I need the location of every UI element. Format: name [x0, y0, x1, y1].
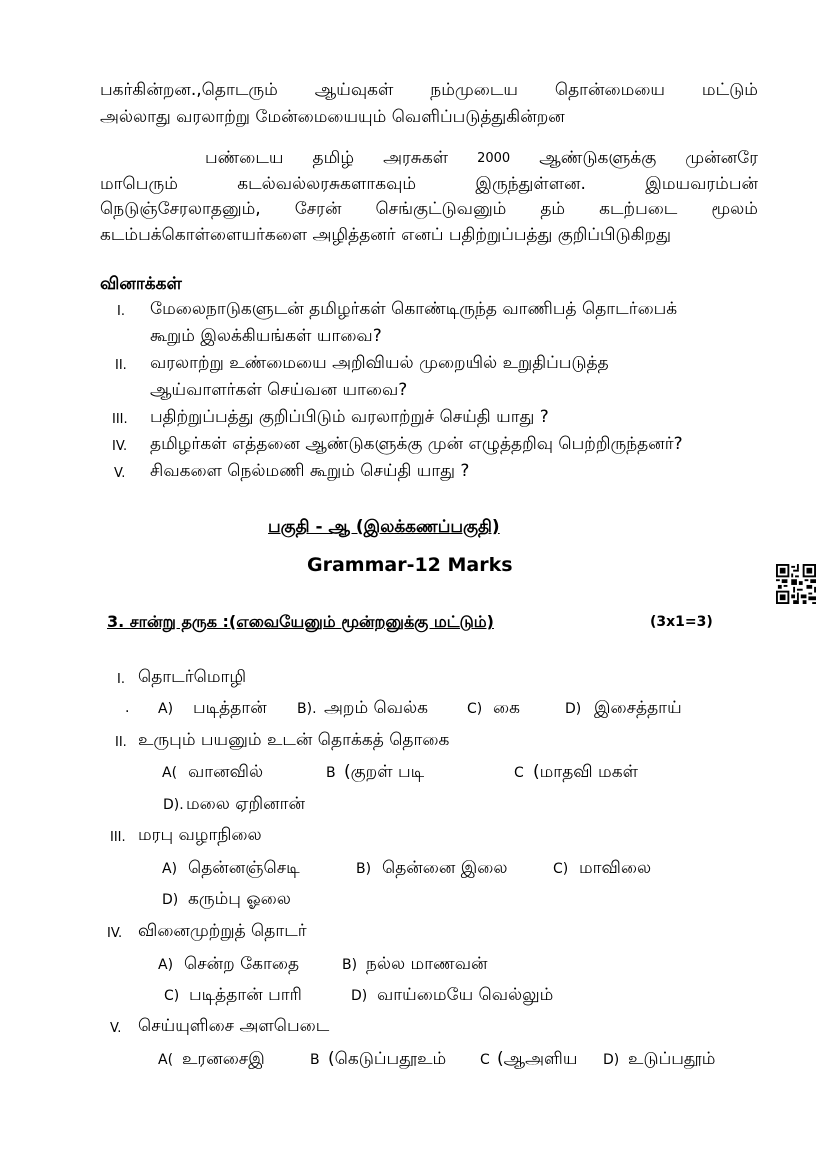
grammar-number: V. [110, 1021, 122, 1036]
question-text: மேலைநாடுகளுடன் தமிழர்கள் கொண்டிருந்த வாணிபத் தொடர்பைக் [150, 299, 678, 319]
option-label: B) [342, 957, 358, 973]
question-text: கூறும் இலக்கியங்கள் யாவை? [150, 326, 382, 346]
grammar-number: I. [117, 672, 125, 687]
grammar-number: III. [110, 830, 126, 845]
option-text: நல்ல மாணவன் [366, 954, 488, 974]
option-label: D) [565, 701, 582, 717]
option-text: உடுப்பதூம் [628, 1049, 716, 1069]
para2-word: ஆண்டுகளுக்கு [539, 148, 657, 168]
q3-marks: (3x1=3) [650, 614, 713, 630]
question-text: ஆய்வாளர்கள் செய்வன யாவை? [150, 380, 408, 400]
para2-line-1 [205, 148, 758, 170]
para2-word: தம் [540, 199, 566, 219]
para2-word: இமயவரம்பன் [645, 174, 758, 194]
option-label: B). [297, 701, 317, 717]
intro-word: பகர்கின்றன.,தொடரும் [100, 80, 278, 100]
para2-word: 2000 [477, 151, 511, 166]
para2-word: மூலம் [711, 199, 758, 219]
question-text: தமிழர்கள் எத்தனை ஆண்டுகளுக்கு முன் எழுத்தறிவு பெற்றிருந்தனர்? [150, 434, 683, 454]
option-text: வாய்மையே வெல்லும் [377, 985, 554, 1005]
grammar-title: செய்யுளிசை அளபெடை [138, 1016, 330, 1036]
intro-word: தொன்மையை [554, 80, 665, 100]
grammar-title: தொடர்மொழி [138, 667, 247, 687]
option-label: A) [158, 701, 174, 717]
option-text: தென்னை இலை [382, 858, 508, 878]
option-text: உரனசைஇ [182, 1049, 265, 1069]
para2-word: அரசுகள் [383, 148, 449, 168]
para2-line-3 [100, 199, 758, 221]
grammar-title: Grammar-12 Marks [307, 554, 513, 576]
grammar-lead: . [125, 700, 130, 716]
option-text: படித்தான் பாரி [189, 985, 302, 1005]
para2-line-4: கடம்பக்கொள்ளையர்களை அழித்தனர் எனப் பதிற்றுப்பத்து குறிப்பிடுகிறது [100, 225, 671, 245]
option-text: கரும்பு ஓலை [188, 889, 291, 909]
option-text: மாவிலை [579, 858, 652, 878]
qr-code-icon [776, 564, 816, 604]
intro-word: நம்முடைய [430, 80, 518, 100]
question-number: II. [115, 358, 127, 373]
option-label: D) [351, 988, 368, 1004]
question-text: வரலாற்று உண்மையை அறிவியல் முறையில் உறுதிப்படுத்த [150, 353, 609, 373]
option-text: வானவில் [188, 762, 264, 782]
option-label: B [310, 1052, 320, 1068]
question-number: V. [114, 466, 126, 481]
para2-word: இருந்துள்ளன. [475, 174, 586, 194]
option-label: B) [356, 861, 372, 877]
para2-word: மாபெரும் [100, 174, 178, 194]
option-text: மலை ஏறினான் [186, 794, 305, 814]
option-label: C [514, 765, 524, 781]
option-label: A) [158, 957, 174, 973]
option-text: (ஆஅளிய [497, 1049, 578, 1069]
para2-word: பண்டைய [205, 148, 284, 168]
option-label: D) [162, 892, 179, 908]
intro-line-2: அல்லாது வரலாற்று மேன்மையையும் வெளிப்படுத்துகின்றன [100, 107, 565, 127]
intro-word: மட்டும் [701, 80, 758, 100]
para2-word: நெடுஞ்சேரலாதனும், [100, 199, 261, 219]
option-text: (மாதவி மகள் [533, 762, 638, 782]
option-text: சென்ற கோதை [184, 954, 300, 974]
option-text: இசைத்தாய் [594, 698, 682, 718]
para2-line-2 [100, 174, 758, 196]
option-label: C) [467, 701, 483, 717]
para2-word: தமிழ் [312, 148, 355, 168]
intro-word: ஆய்வுகள் [314, 80, 394, 100]
option-label: D). [163, 797, 184, 813]
grammar-title: உருபும் பயனும் உடன் தொக்கத் தொகை [138, 730, 450, 750]
option-label: C [480, 1052, 490, 1068]
para2-word: கடற்படை [599, 199, 678, 219]
intro-line-1 [100, 80, 758, 102]
option-label: A( [158, 1052, 174, 1068]
para2-word: முன்னரே [685, 148, 758, 168]
grammar-number: II. [115, 735, 127, 750]
section-heading: பகுதி - ஆ (இலக்கணப்பகுதி) [268, 517, 500, 537]
grammar-title: வினைமுற்றுத் தொடர் [138, 921, 307, 941]
option-label: B [326, 765, 336, 781]
question-number: IV. [112, 439, 128, 454]
q3-title: 3. சான்று தருக :(எவையேனும் மூன்றனுக்கு மட்டும்) [107, 612, 494, 631]
option-text: படித்தான் [193, 698, 267, 718]
option-label: C) [553, 861, 569, 877]
grammar-number: IV. [107, 926, 123, 941]
para2-word: கடல்வல்லரசுகளாகவும் [237, 174, 417, 194]
question-number: I. [117, 304, 125, 319]
option-label: A( [162, 765, 178, 781]
para2-word: சேரன் [294, 199, 342, 219]
question-text: பதிற்றுப்பத்து குறிப்பிடும் வரலாற்றுச் செய்தி யாது ? [150, 407, 549, 427]
questions-title: வினாக்கள் [100, 274, 182, 294]
option-text: அறம் வெல்க [324, 698, 429, 718]
question-text: சிவகளை நெல்மணி கூறும் செய்தி யாது ? [150, 461, 470, 481]
option-text: (குறள் படி [344, 762, 425, 782]
option-text: கை [493, 698, 520, 718]
option-label: D) [603, 1052, 620, 1068]
para2-word: செங்குட்டுவனும் [375, 199, 507, 219]
question-number: III. [112, 412, 128, 427]
option-text: தென்னஞ்செடி [188, 858, 300, 878]
option-text: (கெடுப்பதூஉம் [328, 1049, 447, 1069]
option-label: C) [164, 988, 180, 1004]
option-label: A) [162, 861, 178, 877]
grammar-title: மரபு வழாநிலை [138, 825, 262, 845]
